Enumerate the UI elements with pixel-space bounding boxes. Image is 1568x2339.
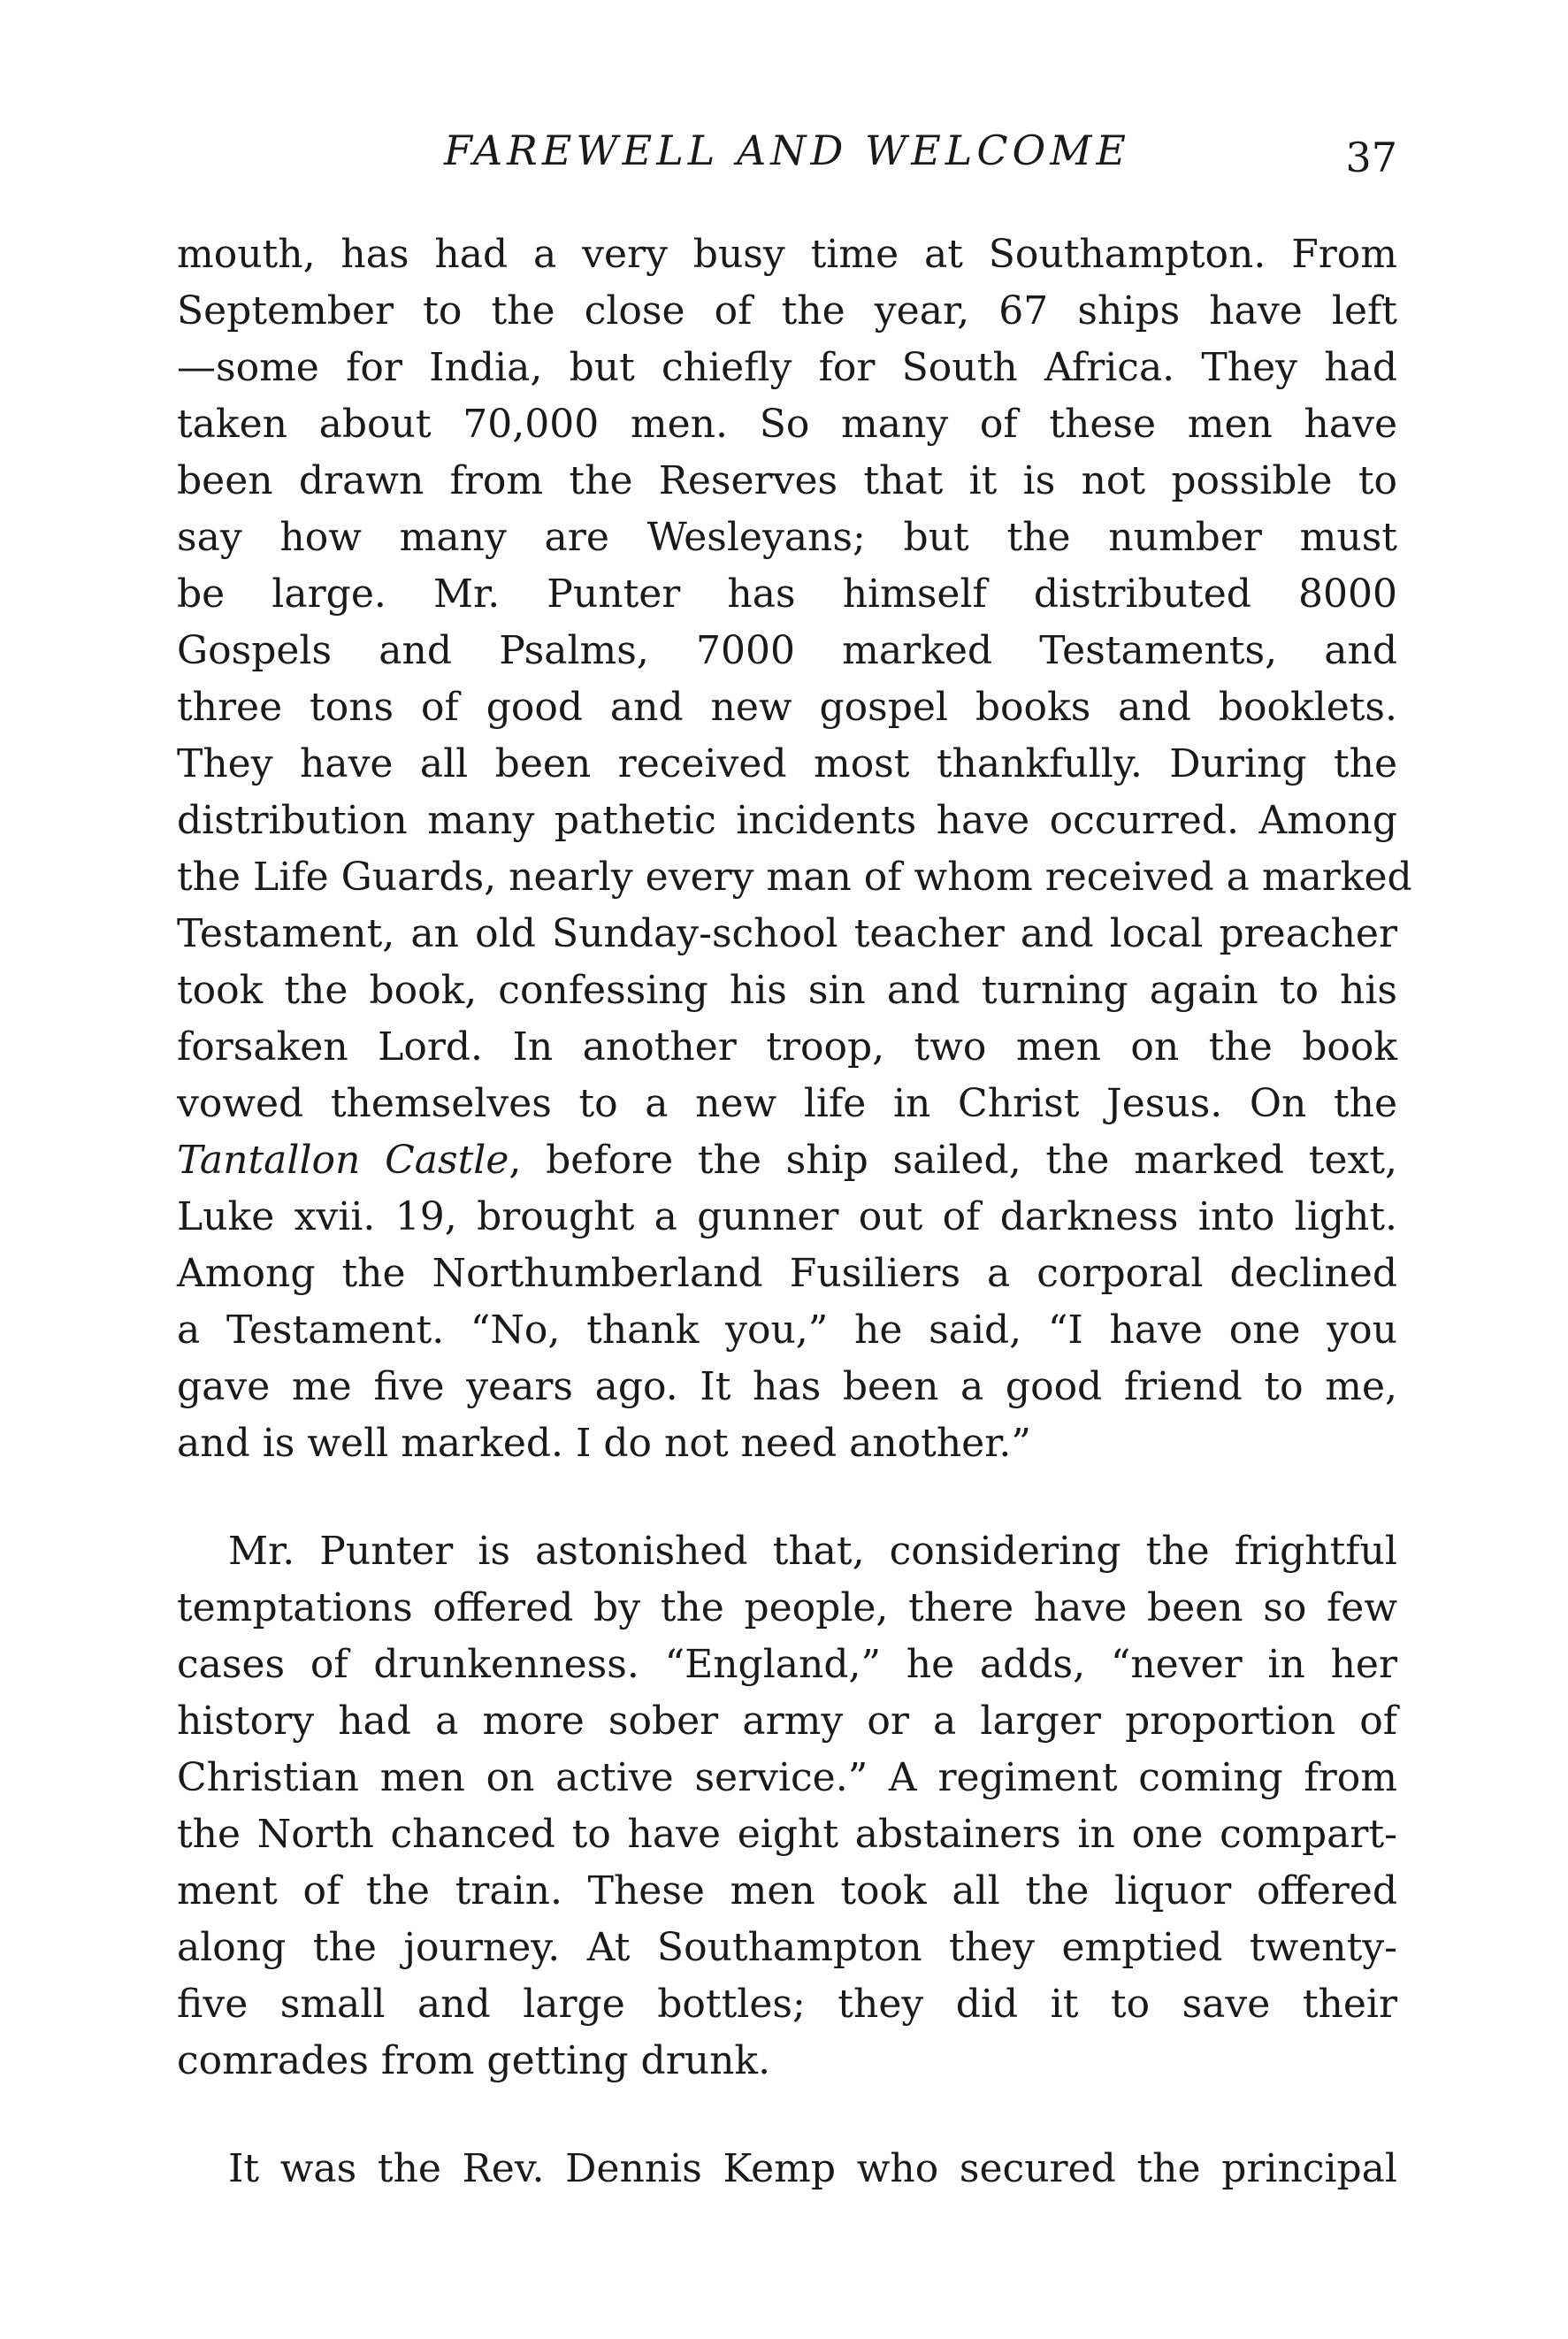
text-line: distribution many pathetic incidents have occurred. Among [177,798,1397,843]
running-title: FAREWELL AND WELCOME [444,127,1130,174]
page-number: 37 [1345,134,1397,181]
text-line: comrades from getting drunk. [177,2038,771,2083]
text-line: Testament, an old Sunday-school teacher and local preacher [177,911,1397,956]
ship-name: Tantallon Castle [177,1138,509,1183]
text-line: September to the close of the year, 67 ships have left [177,288,1397,334]
text-line: gave me five years ago. It has been a good friend to me, [177,1364,1397,1409]
text-line: and is well marked. I do not need another.” [177,1421,1031,1466]
text-line: ment of the train. These men took all the liquor offered [177,1868,1397,1913]
text-line: a Testament. “No, thank you,” he said, “I have one you [177,1308,1397,1353]
text-line: taken about 70,000 men. So many of these men have [177,402,1397,447]
text-line: took the book, confessing his sin and turning again to his [177,968,1397,1013]
running-head [177,124,1397,195]
text-line: Mr. Punter is astonished that, considering the frightful [228,1529,1397,1574]
paragraph-2 [177,1523,1397,2090]
paragraph-1 [177,226,1412,1472]
text-line-with-italic [177,1132,1397,1189]
body-text [177,226,1412,2197]
text-line: been drawn from the Reserves that it is not possible to [177,458,1397,503]
text-line: history had a more sober army or a larger proportion of [177,1699,1397,1744]
text-line: vowed themselves to a new life in Christ Jesus. On the [177,1081,1397,1126]
text-line: Gospels and Psalms, 7000 marked Testaments, and [177,628,1397,673]
text-line: It was the Rev. Dennis Kemp who secured the principal [228,2146,1397,2191]
paragraph-gap [177,2090,1397,2141]
text-line: be large. Mr. Punter has himself distributed 8000 [177,571,1397,617]
text-line: along the journey. At Southampton they emptied twenty- [177,1925,1397,1970]
text-line: Luke xvii. 19, brought a gunner out of darkness into light. [177,1194,1397,1239]
text-line: forsaken Lord. In another troop, two men on the book [177,1024,1397,1070]
paragraph-gap [177,1472,1397,1523]
text-line: the Life Guards, nearly every man of whom received a marked [177,855,1412,900]
text-line: Among the Northumberland Fusiliers a corporal declined [177,1251,1397,1296]
text-line: Christian men on active service.” A regiment coming from [177,1755,1397,1800]
text-line: They have all been received most thankfully. During the [177,741,1397,786]
text-line: three tons of good and new gospel books and booklets. [177,685,1397,730]
text-line: temptations offered by the people, there have been so few [177,1585,1397,1630]
text-line: —some for India, but chiefly for South Africa. They had [177,345,1397,390]
text-line: say how many are Wesleyans; but the number must [177,515,1397,560]
text-line: mouth, has had a very busy time at Southampton. From [177,232,1397,277]
text-line: cases of drunkenness. “England,” he adds, “never in her [177,1642,1397,1687]
text-line: five small and large bottles; they did it to save their [177,1982,1397,2027]
text-line: the North chanced to have eight abstainers in one compart- [177,1812,1397,1857]
text-fragment: , before the ship sailed, the marked text, [509,1138,1397,1183]
paragraph-3 [177,2141,1397,2197]
